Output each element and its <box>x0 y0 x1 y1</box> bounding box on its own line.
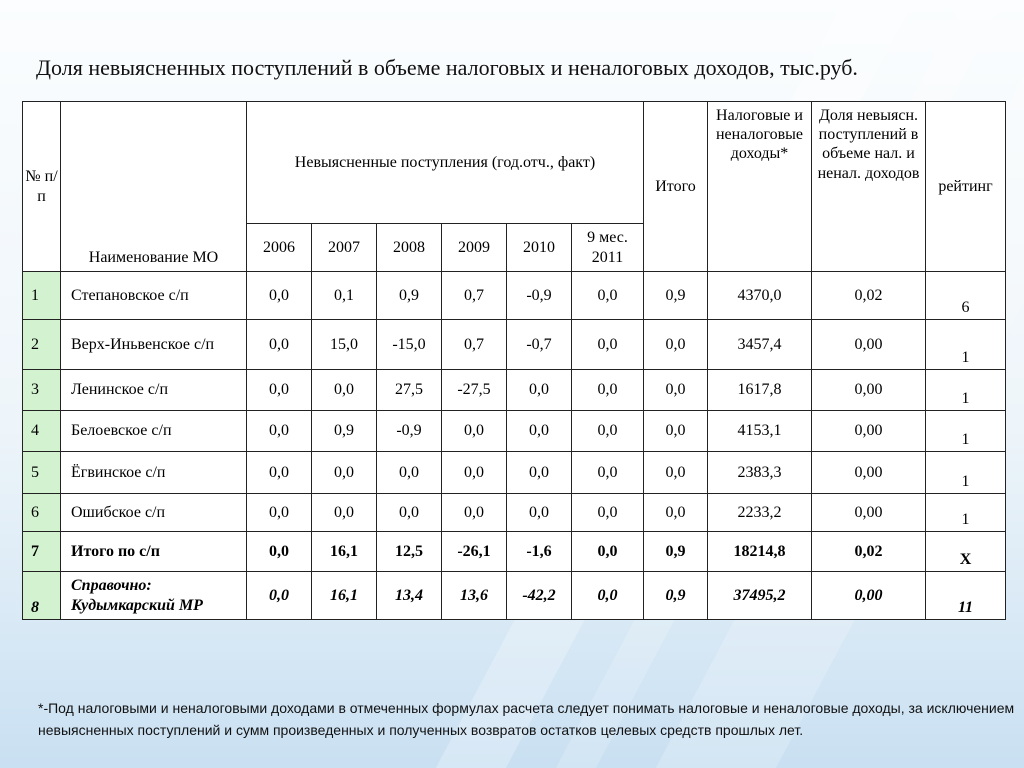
year-value: -0,7 <box>507 320 572 370</box>
row-total: 0,0 <box>644 370 708 411</box>
row-name: Ошибское с/п <box>61 494 247 532</box>
row-tax-revenue: 1617,8 <box>708 370 812 411</box>
row-total: 0,9 <box>644 532 708 572</box>
row-number: 3 <box>23 370 61 411</box>
header-rating: рейтинг <box>926 102 1006 272</box>
year-value: -15,0 <box>377 320 442 370</box>
row-share: 0,02 <box>812 272 926 320</box>
table-row <box>23 411 1006 452</box>
year-value: 0,0 <box>507 452 572 494</box>
header-year: 9 мес. 2011 <box>572 224 644 272</box>
revenue-table <box>22 101 1006 620</box>
row-total: 0,0 <box>644 411 708 452</box>
year-value: 0,7 <box>442 272 507 320</box>
header-share: Доля невыясн. поступлений в объеме нал. и ненал. доходов <box>812 102 926 272</box>
year-value: 0,0 <box>507 494 572 532</box>
year-value: 0,0 <box>312 452 377 494</box>
row-rating: 1 <box>926 370 1006 411</box>
table-row <box>23 452 1006 494</box>
row-number: 8 <box>23 572 61 620</box>
row-rating: 1 <box>926 494 1006 532</box>
year-value: 0,0 <box>572 320 644 370</box>
row-name: Степановское с/п <box>61 272 247 320</box>
row-tax-revenue: 37495,2 <box>708 572 812 620</box>
total-row <box>23 532 1006 572</box>
header-year: 2008 <box>377 224 442 272</box>
row-name: Белоевское с/п <box>61 411 247 452</box>
year-value: 0,0 <box>247 494 312 532</box>
year-value: 0,0 <box>247 370 312 411</box>
year-value: 13,4 <box>377 572 442 620</box>
row-rating: 11 <box>926 572 1006 620</box>
row-rating: Х <box>926 532 1006 572</box>
header-total: Итого <box>644 102 708 272</box>
row-name: Ленинское с/п <box>61 370 247 411</box>
row-rating: 6 <box>926 272 1006 320</box>
year-value: 0,1 <box>312 272 377 320</box>
year-value: 13,6 <box>442 572 507 620</box>
table-row <box>23 494 1006 532</box>
year-value: 0,0 <box>572 532 644 572</box>
header-year: 2006 <box>247 224 312 272</box>
row-tax-revenue: 2383,3 <box>708 452 812 494</box>
year-value: 0,0 <box>572 494 644 532</box>
year-value: 0,0 <box>442 411 507 452</box>
row-tax-revenue: 3457,4 <box>708 320 812 370</box>
year-value: 0,0 <box>247 320 312 370</box>
year-value: -42,2 <box>507 572 572 620</box>
year-value: -0,9 <box>377 411 442 452</box>
year-value: 0,0 <box>572 452 644 494</box>
row-number: 7 <box>23 532 61 572</box>
year-value: 0,0 <box>442 452 507 494</box>
year-value: 0,9 <box>377 272 442 320</box>
row-share: 0,00 <box>812 452 926 494</box>
table-row <box>23 370 1006 411</box>
row-number: 5 <box>23 452 61 494</box>
table-body <box>23 272 1006 620</box>
row-number: 6 <box>23 494 61 532</box>
row-name: Итого по с/п <box>61 532 247 572</box>
year-value: -0,9 <box>507 272 572 320</box>
row-share: 0,00 <box>812 494 926 532</box>
year-value: -27,5 <box>442 370 507 411</box>
year-value: 0,0 <box>507 370 572 411</box>
row-name: Верх-Иньвенское с/п <box>61 320 247 370</box>
year-value: 0,0 <box>312 494 377 532</box>
year-value: 0,0 <box>377 452 442 494</box>
year-value: -1,6 <box>507 532 572 572</box>
header-year: 2010 <box>507 224 572 272</box>
header-name: Наименование МО <box>61 102 247 272</box>
year-value: 0,0 <box>247 532 312 572</box>
year-value: 12,5 <box>377 532 442 572</box>
year-value: 0,0 <box>247 272 312 320</box>
year-value: 0,0 <box>572 370 644 411</box>
header-num: № п/п <box>23 102 61 272</box>
year-value: 27,5 <box>377 370 442 411</box>
year-value: 0,0 <box>442 494 507 532</box>
row-name: Справочно: Кудымкарский МР <box>61 572 247 620</box>
footnote: *-Под налоговыми и неналоговыми доходами в отмеченных формулах расчета следует понимать налоговые и неналоговые доходы, за исключением невыясненных поступлений и сумм произведенных и полученных возвратов остатков целевых средств прошлых лет. <box>38 700 1015 738</box>
row-total: 0,0 <box>644 320 708 370</box>
year-value: 0,0 <box>377 494 442 532</box>
table-row <box>23 320 1006 370</box>
header-tax: Налоговые и неналоговые доходы* <box>708 102 812 272</box>
row-name: Ёгвинское с/п <box>61 452 247 494</box>
year-value: 16,1 <box>312 572 377 620</box>
year-value: -26,1 <box>442 532 507 572</box>
year-value: 0,0 <box>247 572 312 620</box>
year-value: 0,0 <box>572 572 644 620</box>
year-value: 0,0 <box>572 272 644 320</box>
row-number: 1 <box>23 272 61 320</box>
row-total: 0,0 <box>644 494 708 532</box>
row-rating: 1 <box>926 411 1006 452</box>
row-number: 2 <box>23 320 61 370</box>
header-year: 2007 <box>312 224 377 272</box>
row-tax-revenue: 18214,8 <box>708 532 812 572</box>
header-year: 2009 <box>442 224 507 272</box>
year-value: 0,0 <box>572 411 644 452</box>
row-number: 4 <box>23 411 61 452</box>
row-rating: 1 <box>926 452 1006 494</box>
slide-title: Доля невыясненных поступлений в объеме налоговых и неналоговых доходов, тыс.руб. <box>36 55 858 80</box>
row-tax-revenue: 2233,2 <box>708 494 812 532</box>
row-share: 0,00 <box>812 320 926 370</box>
table-row <box>23 272 1006 320</box>
row-share: 0,02 <box>812 532 926 572</box>
header-unclear: Невыясненные поступления (год.отч., факт) <box>247 102 644 224</box>
row-tax-revenue: 4153,1 <box>708 411 812 452</box>
year-value: 0,0 <box>247 411 312 452</box>
row-total: 0,9 <box>644 572 708 620</box>
year-value: 0,0 <box>247 452 312 494</box>
row-total: 0,9 <box>644 272 708 320</box>
year-value: 0,9 <box>312 411 377 452</box>
year-value: 0,0 <box>507 411 572 452</box>
reference-row <box>23 572 1006 620</box>
row-share: 0,00 <box>812 370 926 411</box>
year-value: 0,7 <box>442 320 507 370</box>
row-total: 0,0 <box>644 452 708 494</box>
year-value: 16,1 <box>312 532 377 572</box>
row-share: 0,00 <box>812 572 926 620</box>
row-tax-revenue: 4370,0 <box>708 272 812 320</box>
year-value: 0,0 <box>312 370 377 411</box>
row-rating: 1 <box>926 320 1006 370</box>
year-value: 15,0 <box>312 320 377 370</box>
row-share: 0,00 <box>812 411 926 452</box>
